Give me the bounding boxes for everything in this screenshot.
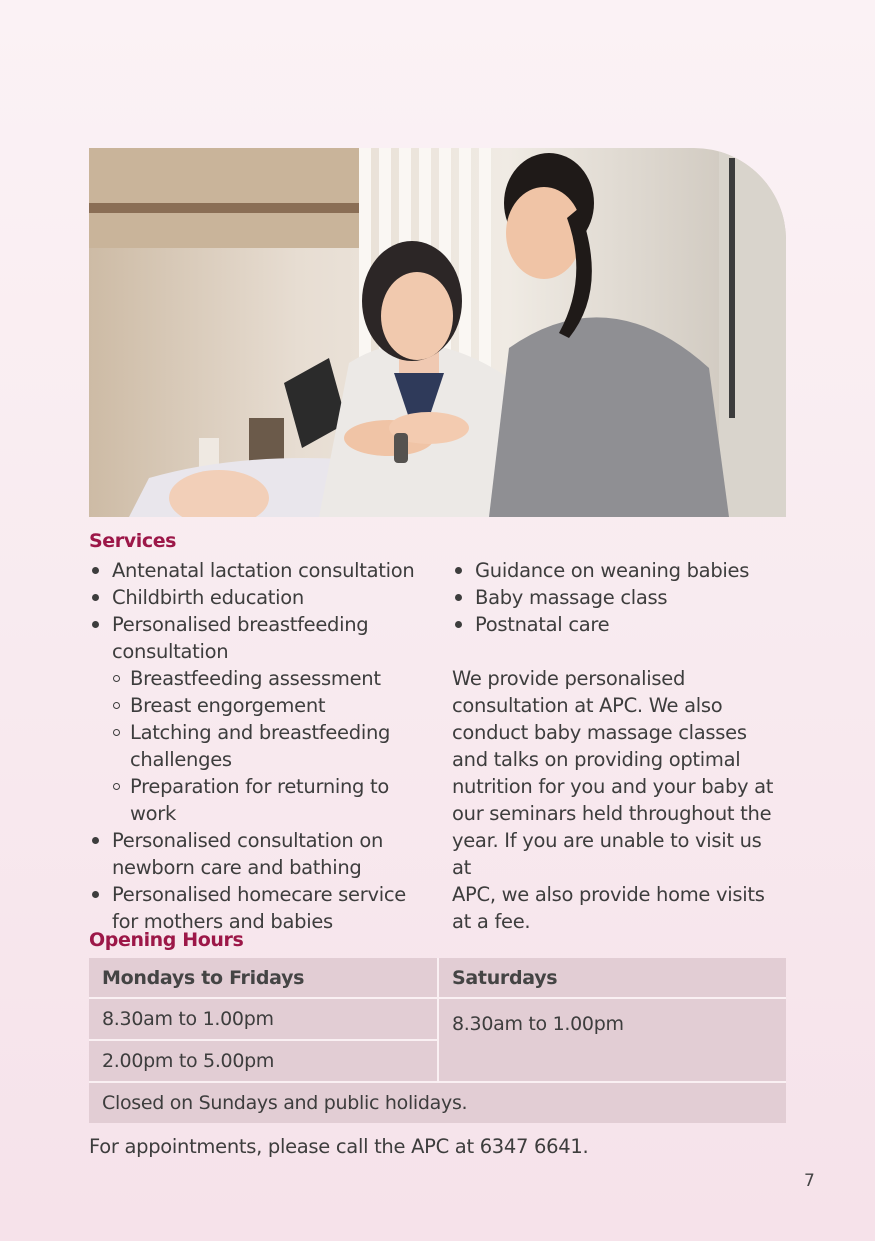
paragraph-line: conduct baby massage classes [452,721,747,744]
list-item-text: Personalised homecare service [112,883,406,906]
paragraph-line: and talks on providing optimal [452,748,741,771]
weekday-morning-slot: 8.30am to 1.00pm [89,998,438,1040]
list-item-text: Breastfeeding assessment [130,667,381,690]
photo-nurse-consultation [89,148,786,517]
list-item-text: Breast engorgement [130,694,326,717]
opening-hours-table [89,958,786,1123]
sub-list-item [89,773,434,827]
weekday-afternoon-slot: 2.00pm to 5.00pm [89,1040,438,1082]
table-row [89,958,786,998]
list-item-text: newborn care and bathing [112,856,362,879]
list-item [89,584,434,611]
services-list [89,557,434,935]
list-item-text: Guidance on weaning babies [475,559,750,582]
list-item-text: Preparation for returning to work [130,775,390,825]
paragraph-line: consultation at APC. We also [452,694,723,717]
paragraph-line: We provide personalised [452,667,686,690]
paragraph-line: our seminars held throughout the [452,802,772,825]
list-item [452,611,786,638]
sub-list-item [89,719,434,773]
services-list-right [452,557,786,935]
list-item [89,557,434,584]
list-item-text: Personalised breastfeeding [112,613,369,636]
list-item-text: consultation [112,640,229,663]
table-row [89,998,786,1040]
services-list-left [89,557,434,935]
list-item-text: challenges [130,748,232,771]
list-item [89,827,434,881]
paragraph-line: at a fee. [452,910,531,933]
services-description [452,665,786,935]
list-item [452,584,786,611]
paragraph-line: nutrition for you and your baby at [452,775,774,798]
list-item-text: for mothers and babies [112,910,333,933]
list-item [89,881,434,935]
paragraph-line: APC, we also provide home visits [452,883,765,906]
list-item-text: Baby massage class [475,586,668,609]
list-item [89,611,434,665]
saturday-header: Saturdays [438,958,786,998]
list-item-text: Latching and breastfeeding [130,721,391,744]
list-item [452,557,786,584]
list-item-text: Childbirth education [112,586,304,609]
opening-hours-heading: Opening Hours [89,929,244,951]
list-item-text: Personalised consultation on [112,829,384,852]
sub-list-item [89,692,434,719]
services-heading: Services [89,530,177,552]
list-item-text: Postnatal care [475,613,610,636]
saturday-slot: 8.30am to 1.00pm [438,998,786,1082]
closed-note: Closed on Sundays and public holidays. [89,1082,786,1123]
weekday-header: Mondays to Fridays [89,958,438,998]
list-item-text: Antenatal lactation consultation [112,559,415,582]
services-list [452,557,786,638]
appointment-note: For appointments, please call the APC at 6347 6641. [89,1135,589,1158]
paragraph-line: year. If you are unable to visit us at [452,829,762,879]
table-row [89,1082,786,1123]
sub-list-item [89,665,434,692]
page-number: 7 [804,1171,815,1191]
